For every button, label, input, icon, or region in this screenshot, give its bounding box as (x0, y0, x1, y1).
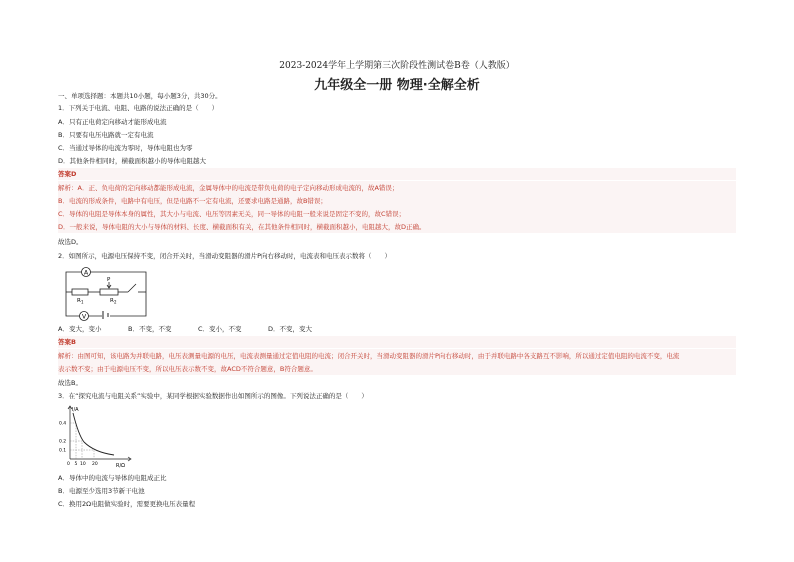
graph-xtick: 10 (80, 462, 86, 467)
question-2-analysis-line: 表示数不变；由于电源电压不变，所以电压表示数不变，故ACD不符合题意，B符合题意。 (58, 365, 317, 373)
question-3-option-b: B．电源至少选用3节新干电池 (58, 487, 145, 495)
voltmeter-label: V (81, 313, 87, 321)
graph-origin: 0 (67, 462, 70, 467)
question-2-answer-box (58, 336, 736, 348)
question-2-option-c: C．变小，不变 (198, 325, 242, 333)
graph-xlabel: R/Ω (116, 463, 125, 469)
question-2-option-b: B．不变，不变 (128, 325, 172, 333)
graph-xtick: 5 (74, 462, 78, 467)
slider-label: P (107, 277, 111, 283)
question-3-option-c: C．换用2Ω电阻做实验时，需要更换电压表量程 (58, 500, 196, 508)
switch-icon (128, 284, 136, 292)
graph-gridlines (70, 423, 94, 459)
section-heading: 一、单项选择题：本题共10小题，每小题3分，共30分。 (58, 92, 222, 100)
question-1-option-d: D．其他条件相同时，横截面积越小的导体电阻越大 (58, 157, 207, 165)
page-subtitle: 2023-2024学年上学期第三次阶段性测试卷B卷（人教版） (279, 61, 515, 71)
page-title: 九年级全一册 物理·全解全析 (314, 78, 480, 93)
r2-label: R (110, 298, 114, 304)
graph-ytick: 0.1 (59, 448, 67, 454)
question-2-conclusion: 故选B。 (58, 379, 82, 387)
graph-ytick: 0.2 (59, 439, 67, 445)
question-1-answer-box (58, 168, 736, 180)
r2-subscript: 2 (114, 299, 117, 305)
graph-xtick: 20 (92, 462, 98, 467)
question-1-option-b: B．只要有电压电路就一定有电流 (58, 131, 154, 139)
question-3-graph (58, 403, 138, 469)
question-2-stem: 2．如图所示，电源电压保持不变，闭合开关时，当滑动变阻器的滑片P向右移动时，电流表和电压表示数将（ ） (58, 252, 392, 260)
question-1-option-c: C．当通过导体的电流为零时，导体电阻也为零 (58, 144, 193, 152)
question-1-answer: 答案D (58, 170, 77, 178)
resistor-r2 (100, 289, 118, 295)
question-2-answer: 答案B (58, 338, 76, 346)
r1-subscript: 1 (81, 299, 84, 305)
question-2-option-a: A．变大，变小 (58, 325, 102, 333)
question-1-analysis-line: 解析：A．正、负电荷的定向移动都能形成电流，金属导体中的电流是带负电荷的电子定向移动形成电流的，故A错误； (58, 184, 399, 192)
question-3-stem: 3．在“探究电流与电阻关系”实验中，某同学根据实验数据作出如图所示的图像。下列说法正确的是（ ） (58, 392, 368, 400)
resistor-r1 (72, 289, 88, 295)
question-1-analysis-line: D．一般来说，导体电阻的大小与导体的材料、长度、横截面积有关，在其他条件相同时，横截面积越小，电阻越大，故D正确。 (58, 223, 426, 231)
r1-label: R (77, 298, 81, 304)
question-1-conclusion: 故选D。 (58, 238, 83, 246)
question-1-analysis-line: C．导体的电阻是导体本身的属性，其大小与电流、电压等因素无关，同一导体的电阻一般来说是固定不变的，故C错误； (58, 210, 406, 218)
question-3-option-a: A．导体中的电流与导体的电阻成正比 (58, 474, 167, 482)
question-2-analysis-box (58, 349, 736, 375)
graph-ytick: 0.4 (59, 421, 67, 427)
ammeter-label: A (83, 269, 89, 277)
question-2-circuit-diagram (60, 264, 152, 322)
question-2-option-d: D．不变，变大 (268, 325, 313, 333)
question-1-analysis-line: B．电流的形成条件，电路中有电压，但是电路不一定有电流，还要求电路是通路，故B错误； (58, 197, 327, 205)
question-1-analysis-box (58, 181, 736, 233)
question-2-analysis-line: 解析：由图可知，该电路为并联电路，电压表测量电源的电压，电流表测量通过定值电阻的电流；闭合开关时，当滑动变阻器的滑片P向右移动时，由于并联电路中各支路互不影响，所以通过定值电阻的电流不变，电流 (58, 352, 680, 360)
question-1-stem: 1．下列关于电流、电阻、电路的说法正确的是（ ） (58, 104, 219, 112)
graph-curve (73, 413, 114, 455)
question-1-option-a: A．只有正电荷定向移动才能形成电流 (58, 118, 167, 126)
graph-ylabel: I/A (72, 407, 79, 413)
